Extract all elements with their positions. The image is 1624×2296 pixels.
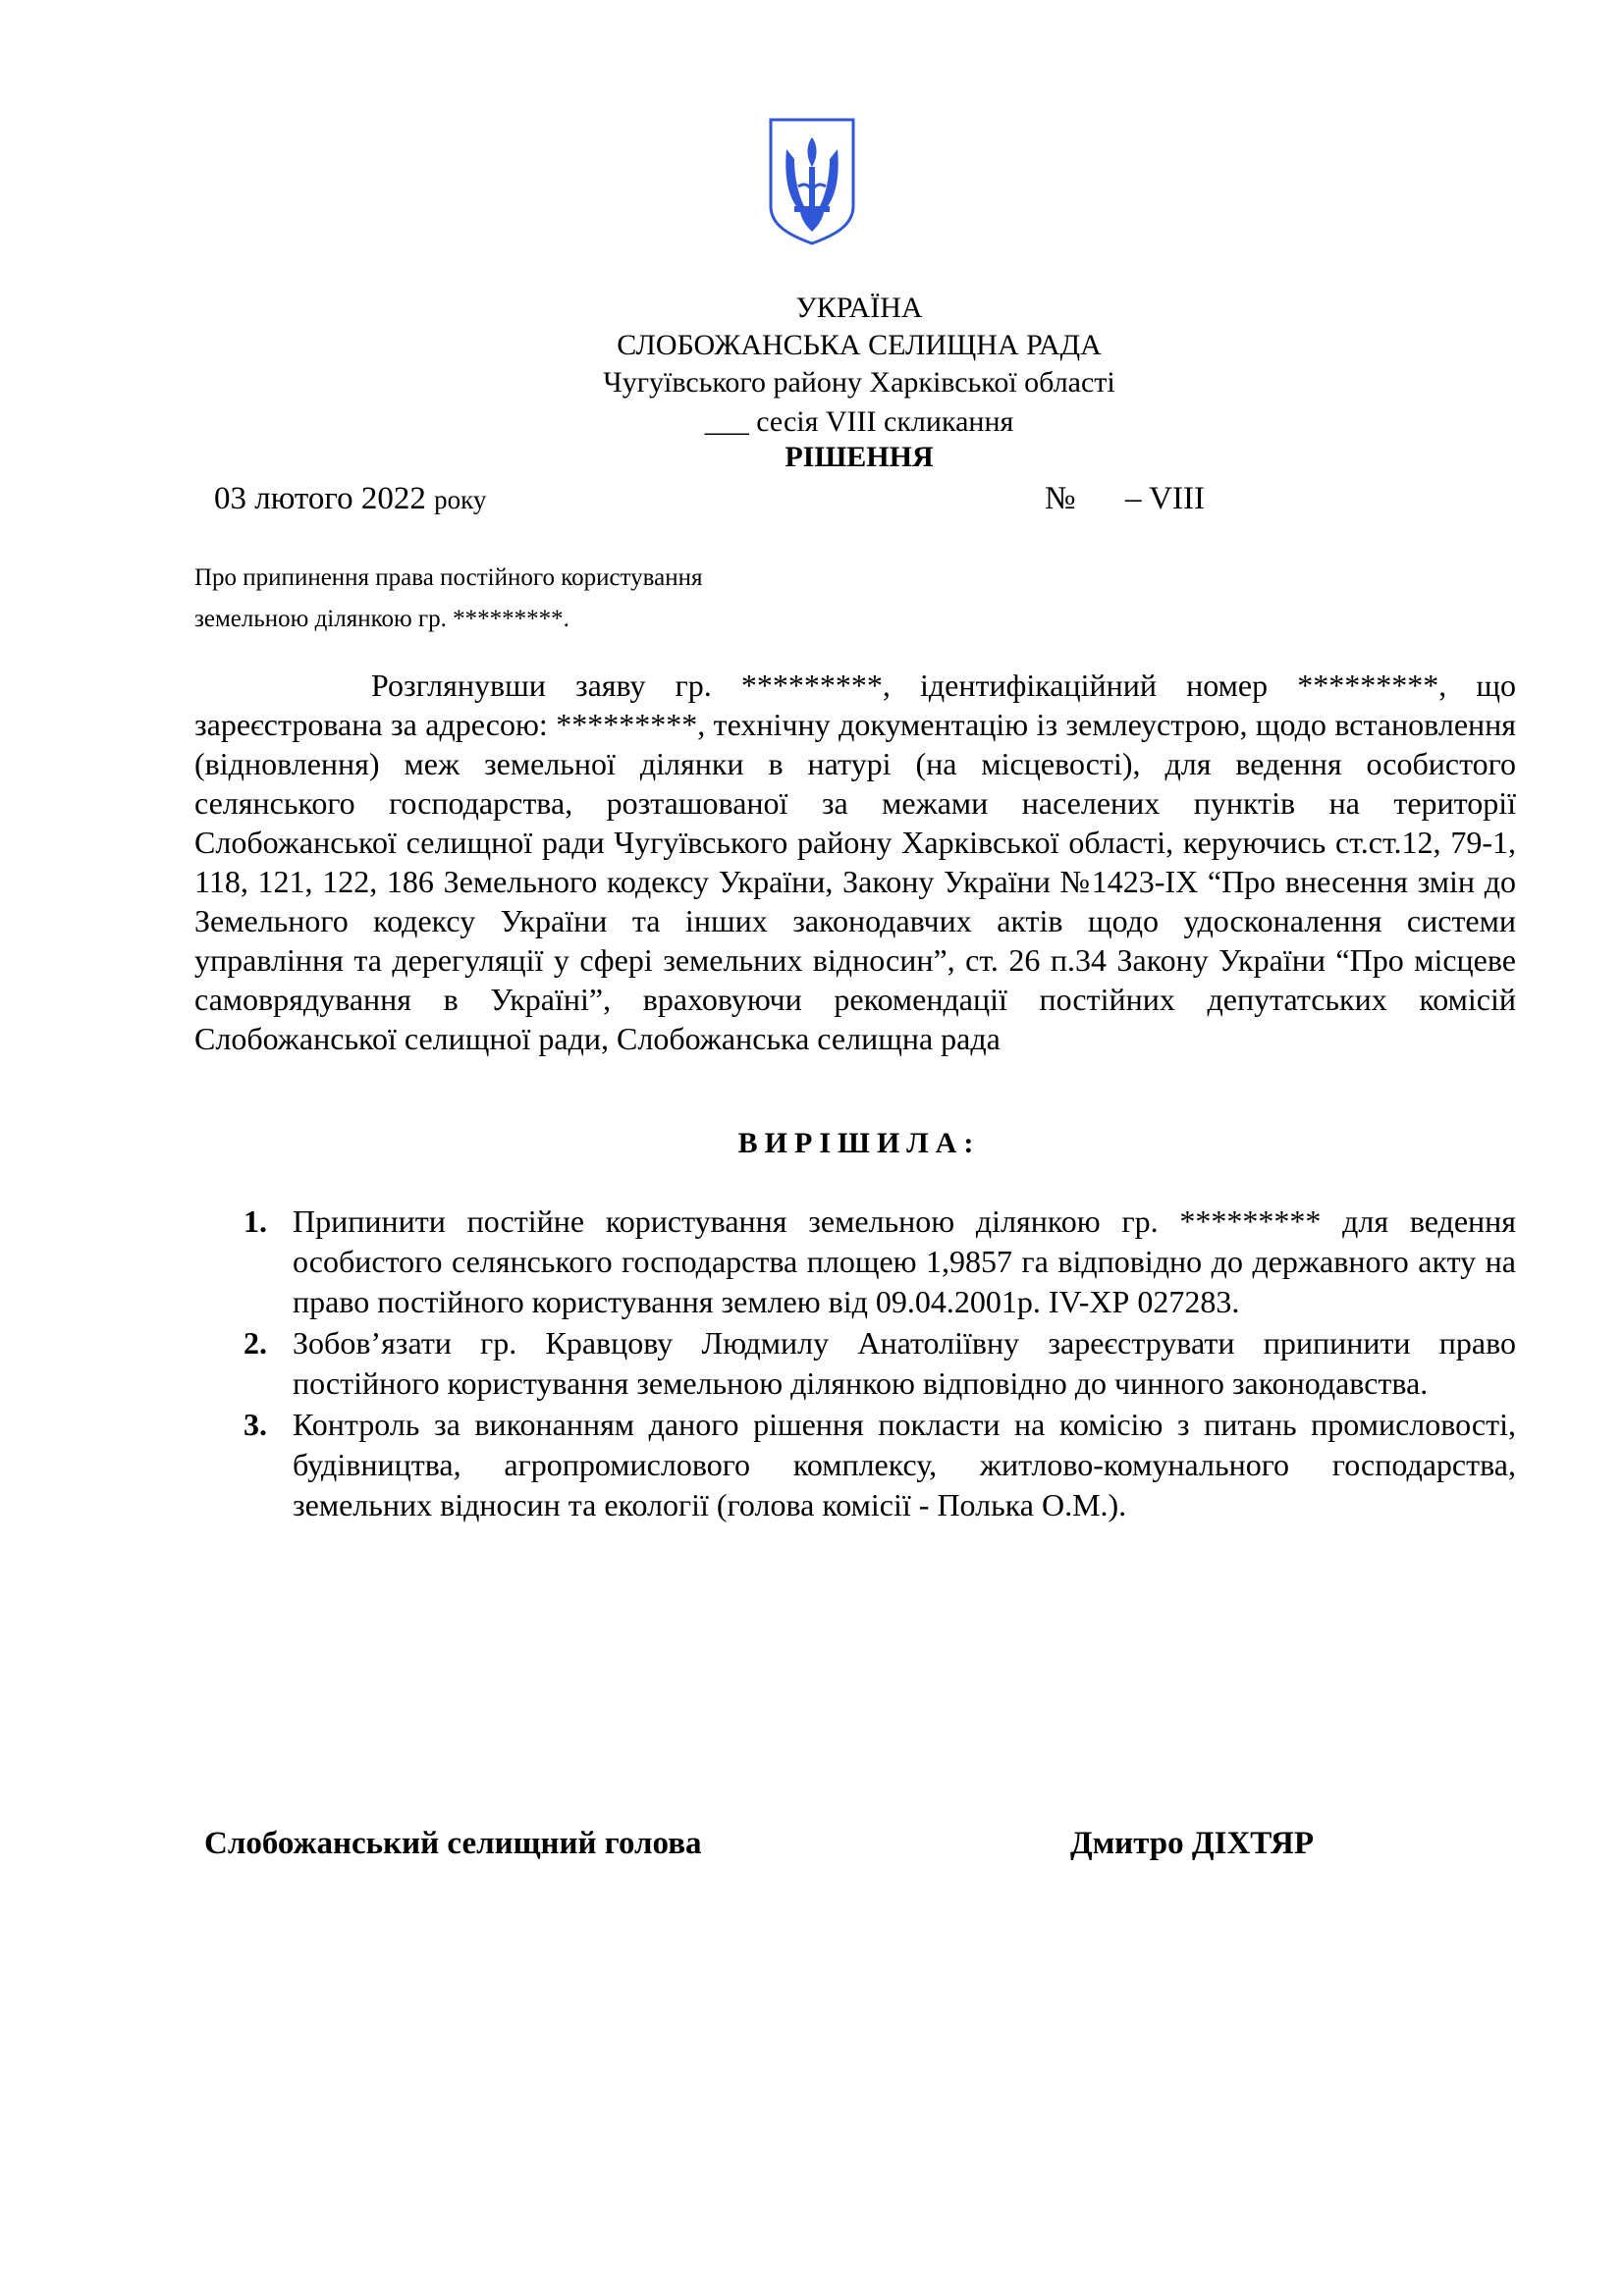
signature-name: Дмитро ДІХТЯР <box>1070 1826 1315 1861</box>
decision-subject <box>194 558 702 640</box>
decision-items <box>244 1201 1516 1526</box>
header-session: ___ сесія VIII скликання <box>704 405 1014 438</box>
subject-line-1: Про припинення права постійного користування <box>194 564 703 591</box>
date-value: 03 лютого 2022 <box>214 481 426 516</box>
ukrainian-coat-of-arms-icon <box>767 116 857 247</box>
list-item <box>244 1405 1516 1525</box>
item-text: Припинити постійне користування земельною ділянкою гр. ********* для ведення особистого селянського господарства площею 1,9857 га відповідно до державного акту на право постійного користування землею від 09.04.2001р. IV-ХР 027283. <box>293 1203 1516 1319</box>
list-item <box>244 1201 1516 1322</box>
item-number: 2. <box>244 1325 267 1361</box>
document-type: РІШЕННЯ <box>785 441 934 473</box>
decision-date <box>214 481 486 517</box>
subject-line-2: земельною ділянкою гр. *********. <box>194 606 569 632</box>
item-number: 1. <box>244 1203 267 1239</box>
header-district: Чугуївського району Харківської області <box>603 366 1115 399</box>
header-country: УКРАЇНА <box>795 292 923 324</box>
decision-heading: ВИРІШИЛА: <box>737 1127 981 1159</box>
item-number: 3. <box>244 1407 267 1442</box>
list-item <box>244 1323 1516 1404</box>
item-text: Контроль за виконанням даного рішення покласти на комісію з питань промисловості, будівництва, агропромислового комплексу, житлово-комунального господарства, земельних відносин та екології (голова комісії - Полька О.М.). <box>293 1407 1516 1522</box>
signature-title: Слобожанський селищний голова <box>204 1826 702 1861</box>
item-text: Зобов’язати гр. Кравцову Людмилу Анатоліївну зареєструвати припинити право постійного користування земельною ділянкою відповідно до чинного законодавства. <box>293 1325 1516 1401</box>
date-suffix: року <box>434 485 487 514</box>
number-value: – VIII <box>1125 481 1205 516</box>
header-council: СЛОБОЖАНСЬКА СЕЛИЩНА РАДА <box>617 329 1102 361</box>
preamble-paragraph: Розглянувши заяву гр. *********, ідентифікаційний номер *********, що зареєстрована за адресою: *********, технічну документацію із землеустрою, щодо встановлення (відновлення) меж земельної ділянки в натурі (на місцевості), для ведення особистого селянського господарства, розташованої за межами населених пунктів на території Слобожанської селищної ради Чугуївського району Харківської області, керуючись ст.ст.12, 79-1, 118, 121, 122, 186 Земельного кодексу України, Закону України №1423-IX “Про внесення змін до Земельного кодексу України та інших законодавчих актів щодо удосконалення системи управління та дерегуляції у сфері земельних відносин”, ст. 26 п.34 Закону України “Про місцеве самоврядування в Україні”, враховуючи рекомендації постійних депутатських комісій Слобожанської селищної ради, Слобожанська селищна рада <box>194 667 1516 1056</box>
number-label: № <box>1045 481 1076 516</box>
